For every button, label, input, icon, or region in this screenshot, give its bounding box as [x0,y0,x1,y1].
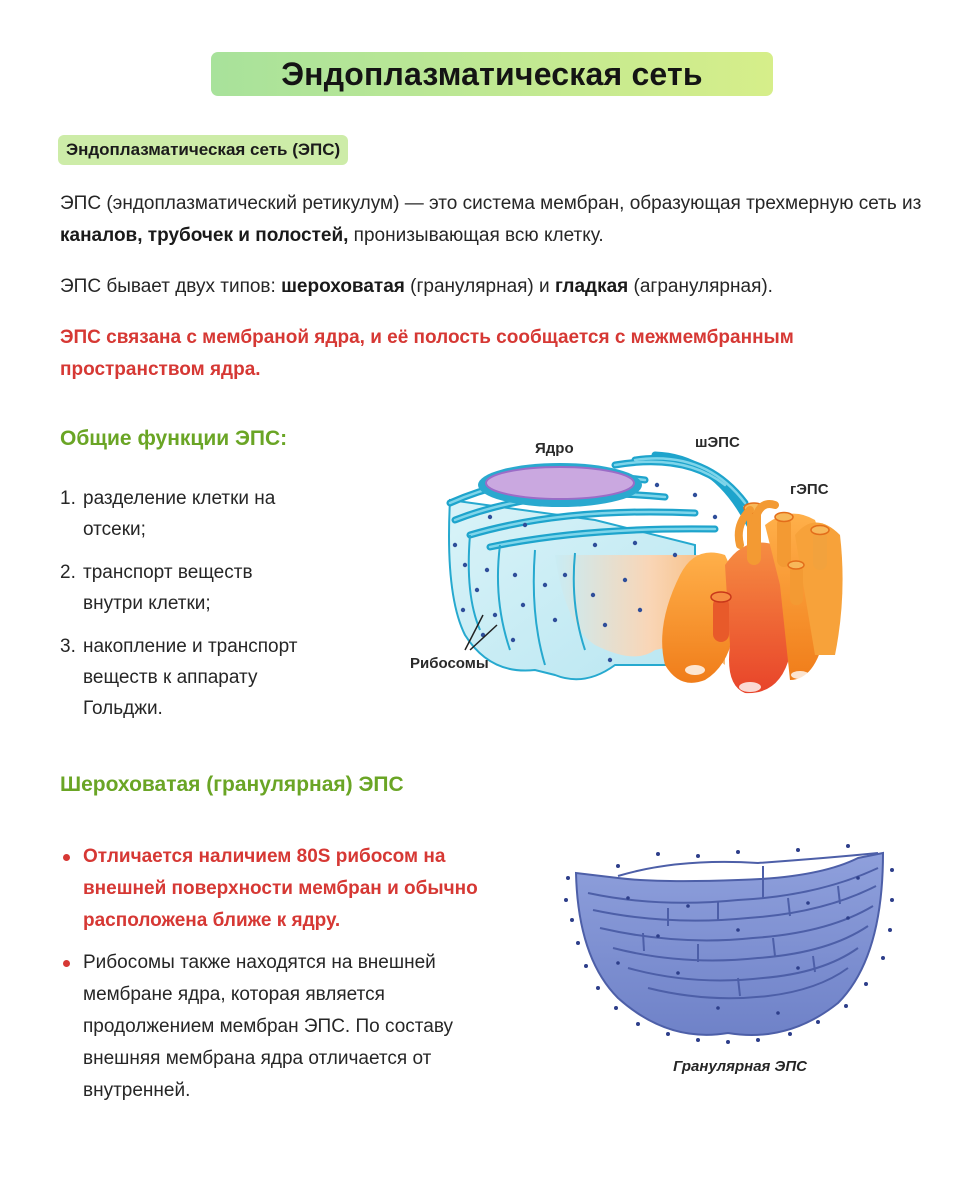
section-badge: Эндоплазматическая сеть (ЭПС) [58,135,348,165]
intro-paragraph-definition: ЭПС (эндоплазматический ретикулум) — это система мембран, образующая трехмерную сеть из каналов, трубочек и полостей, пронизывающая всю клетку. [60,193,922,246]
list-item: Отличается наличием 80S рибосом на внешней поверхности мембран и обычно расположена ближе к ядру. [60,841,520,937]
label-rough-er: шЭПС [695,434,740,451]
list-item: 1. разделение клетки на отсеки; [60,488,276,540]
er-structure-diagram [395,425,865,710]
nucleus-icon [478,463,642,507]
functions-heading: Общие функции ЭПС: [60,427,288,450]
label-ribosomes: Рибосомы [410,655,489,672]
label-nucleus: Ядро [535,440,574,457]
page-title: Эндоплазматическая сеть [211,52,773,96]
granular-er-caption: Гранулярная ЭПС [673,1058,807,1075]
label-smooth-er: гЭПС [790,481,829,498]
rough-er-heading: Шероховатая (гранулярная) ЭПС [60,773,404,796]
granular-er-diagram [558,838,898,1048]
intro-paragraph-types: ЭПС бывает двух типов: шероховатая (гранулярная) и гладкая (агранулярная). [60,276,773,297]
list-item: 3. накопление и транспорт веществ к аппарату Гольджи. [60,636,298,719]
intro-paragraph-nucleus-link: ЭПС связана с мембраной ядра, и её полость сообщается с межмембранным пространством ядра. [60,327,794,380]
granular-er-body [576,853,883,1035]
list-item: 2. транспорт веществ внутри клетки; [60,562,253,614]
list-item: Рибосомы также находятся на внешней мембране ядра, которая является продолжением мембран ЭПС. По составу внешняя мембрана ядра отличается от внутренней. [60,947,520,1107]
rough-er-bullets [60,841,520,1117]
functions-list [60,483,360,736]
